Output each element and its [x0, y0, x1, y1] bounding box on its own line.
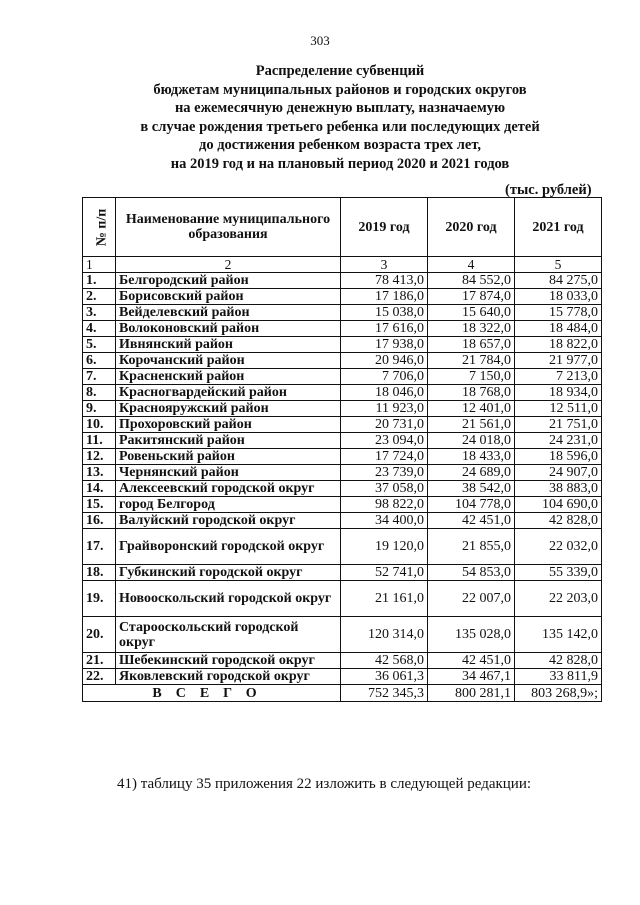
table-row [83, 289, 602, 305]
row-number: 5. [83, 337, 116, 353]
table-row [83, 581, 602, 617]
row-number: 21. [83, 653, 116, 669]
value-2021: 7 213,0 [515, 369, 602, 385]
value-2019: 17 938,0 [341, 337, 428, 353]
value-2020: 18 433,0 [428, 449, 515, 465]
row-number: 16. [83, 513, 116, 529]
value-2019: 34 400,0 [341, 513, 428, 529]
row-number: 7. [83, 369, 116, 385]
col-number: 4 [428, 257, 515, 273]
value-2020: 22 007,0 [428, 581, 515, 617]
value-2020: 17 874,0 [428, 289, 515, 305]
total-2021: 803 268,9»; [515, 685, 602, 702]
value-2020: 135 028,0 [428, 617, 515, 653]
title-line: Распределение субвенций [255, 63, 425, 79]
table-row [83, 669, 602, 685]
document-title [60, 62, 620, 174]
row-number: 17. [83, 529, 116, 565]
value-2020: 15 640,0 [428, 305, 515, 321]
value-2020: 104 778,0 [428, 497, 515, 513]
municipality-name: Новооскольский городской округ [116, 581, 341, 617]
value-2021: 22 203,0 [515, 581, 602, 617]
table-header-row [83, 198, 602, 257]
municipality-name: Яковлевский городской округ [116, 669, 341, 685]
value-2020: 38 542,0 [428, 481, 515, 497]
col-number: 1 [83, 257, 116, 273]
total-row [83, 685, 602, 702]
municipality-name: Белгородский район [116, 273, 341, 289]
municipality-name: Борисовский район [116, 289, 341, 305]
value-2020: 18 322,0 [428, 321, 515, 337]
row-number: 10. [83, 417, 116, 433]
row-number: 15. [83, 497, 116, 513]
value-2020: 24 689,0 [428, 465, 515, 481]
value-2019: 21 161,0 [341, 581, 428, 617]
column-number-row [83, 257, 602, 273]
value-2021: 18 596,0 [515, 449, 602, 465]
value-2019: 17 724,0 [341, 449, 428, 465]
value-2020: 21 855,0 [428, 529, 515, 565]
municipality-name: Шебекинский городской округ [116, 653, 341, 669]
value-2019: 11 923,0 [341, 401, 428, 417]
value-2021: 42 828,0 [515, 513, 602, 529]
value-2021: 18 484,0 [515, 321, 602, 337]
municipality-name: Ровеньский район [116, 449, 341, 465]
row-number: 4. [83, 321, 116, 337]
table-row [83, 653, 602, 669]
municipality-name: Чернянский район [116, 465, 341, 481]
subsidy-table [82, 197, 602, 702]
value-2021: 135 142,0 [515, 617, 602, 653]
col-number: 3 [341, 257, 428, 273]
value-2019: 17 616,0 [341, 321, 428, 337]
table-row [83, 401, 602, 417]
value-2021: 55 339,0 [515, 565, 602, 581]
value-2021: 33 811,9 [515, 669, 602, 685]
municipality-name: Корочанский район [116, 353, 341, 369]
value-2019: 98 822,0 [341, 497, 428, 513]
value-2019: 78 413,0 [341, 273, 428, 289]
header-num: № п/п [83, 198, 116, 257]
municipality-name: Алексеевский городской округ [116, 481, 341, 497]
col-number: 2 [116, 257, 341, 273]
title-line: в случае рождения третьего ребенка или последующих детей [140, 118, 540, 135]
table-row [83, 565, 602, 581]
row-number: 11. [83, 433, 116, 449]
municipality-name: Грайворонский городской округ [116, 529, 341, 565]
units-label: (тыс. рублей) [505, 182, 592, 198]
municipality-name: Волоконовский район [116, 321, 341, 337]
title-line: бюджетам муниципальных районов и городских округов [153, 81, 527, 98]
row-number: 18. [83, 565, 116, 581]
value-2020: 18 657,0 [428, 337, 515, 353]
table-row [83, 465, 602, 481]
header-2021: 2021 год [515, 198, 602, 257]
row-number: 22. [83, 669, 116, 685]
table-row [83, 417, 602, 433]
value-2019: 120 314,0 [341, 617, 428, 653]
row-number: 1. [83, 273, 116, 289]
value-2020: 42 451,0 [428, 653, 515, 669]
bottom-note: 41) таблицу 35 приложения 22 изложить в следующей редакции: [117, 776, 532, 792]
municipality-name: Красненский район [116, 369, 341, 385]
value-2019: 37 058,0 [341, 481, 428, 497]
table-row [83, 353, 602, 369]
value-2021: 38 883,0 [515, 481, 602, 497]
value-2019: 52 741,0 [341, 565, 428, 581]
total-2020: 800 281,1 [428, 685, 515, 702]
municipality-name: Губкинский городской округ [116, 565, 341, 581]
value-2019: 23 094,0 [341, 433, 428, 449]
value-2019: 7 706,0 [341, 369, 428, 385]
header-2019: 2019 год [341, 198, 428, 257]
value-2019: 20 731,0 [341, 417, 428, 433]
row-number: 8. [83, 385, 116, 401]
row-number: 2. [83, 289, 116, 305]
value-2021: 84 275,0 [515, 273, 602, 289]
row-number: 3. [83, 305, 116, 321]
municipality-name: Красногвардейский район [116, 385, 341, 401]
table-row [83, 273, 602, 289]
value-2020: 21 561,0 [428, 417, 515, 433]
table-row [83, 449, 602, 465]
row-number: 19. [83, 581, 116, 617]
value-2019: 15 038,0 [341, 305, 428, 321]
table-row [83, 305, 602, 321]
table-row [83, 433, 602, 449]
municipality-name: город Белгород [116, 497, 341, 513]
value-2019: 23 739,0 [341, 465, 428, 481]
value-2019: 18 046,0 [341, 385, 428, 401]
value-2021: 21 751,0 [515, 417, 602, 433]
value-2019: 20 946,0 [341, 353, 428, 369]
value-2021: 24 907,0 [515, 465, 602, 481]
municipality-name: Старооскольский городской округ [116, 617, 341, 653]
row-number: 20. [83, 617, 116, 653]
row-number: 14. [83, 481, 116, 497]
table-row [83, 385, 602, 401]
municipality-name: Ивнянский район [116, 337, 341, 353]
value-2021: 24 231,0 [515, 433, 602, 449]
value-2021: 18 822,0 [515, 337, 602, 353]
value-2020: 54 853,0 [428, 565, 515, 581]
value-2020: 24 018,0 [428, 433, 515, 449]
table-row [83, 497, 602, 513]
total-label: ВСЕГО [83, 685, 341, 702]
header-name: Наименование муниципального образования [116, 198, 341, 257]
page-number: 303 [310, 33, 330, 48]
table-row [83, 529, 602, 565]
municipality-name: Прохоровский район [116, 417, 341, 433]
title-line: на ежемесячную денежную выплату, назначаемую [174, 100, 506, 117]
table-row [83, 513, 602, 529]
municipality-name: Валуйский городской округ [116, 513, 341, 529]
value-2020: 12 401,0 [428, 401, 515, 417]
municipality-name: Ракитянский район [116, 433, 341, 449]
value-2020: 18 768,0 [428, 385, 515, 401]
header-2020: 2020 год [428, 198, 515, 257]
row-number: 12. [83, 449, 116, 465]
table-row [83, 337, 602, 353]
title-line: на 2019 год и на плановый период 2020 и 2021 годов [170, 155, 510, 172]
value-2020: 21 784,0 [428, 353, 515, 369]
value-2020: 34 467,1 [428, 669, 515, 685]
value-2019: 42 568,0 [341, 653, 428, 669]
value-2019: 36 061,3 [341, 669, 428, 685]
value-2019: 19 120,0 [341, 529, 428, 565]
value-2019: 17 186,0 [341, 289, 428, 305]
value-2020: 42 451,0 [428, 513, 515, 529]
table-row [83, 481, 602, 497]
value-2020: 7 150,0 [428, 369, 515, 385]
value-2021: 12 511,0 [515, 401, 602, 417]
value-2021: 18 033,0 [515, 289, 602, 305]
row-number: 6. [83, 353, 116, 369]
table-row [83, 321, 602, 337]
col-number: 5 [515, 257, 602, 273]
municipality-name: Краснояружский район [116, 401, 341, 417]
table-row [83, 369, 602, 385]
table-row [83, 617, 602, 653]
title-line: до достижения ребенком возраста трех лет, [199, 137, 481, 154]
value-2021: 18 934,0 [515, 385, 602, 401]
value-2021: 104 690,0 [515, 497, 602, 513]
row-number: 9. [83, 401, 116, 417]
value-2021: 15 778,0 [515, 305, 602, 321]
value-2021: 42 828,0 [515, 653, 602, 669]
total-2019: 752 345,3 [341, 685, 428, 702]
municipality-name: Вейделевский район [116, 305, 341, 321]
value-2020: 84 552,0 [428, 273, 515, 289]
row-number: 13. [83, 465, 116, 481]
value-2021: 22 032,0 [515, 529, 602, 565]
value-2021: 21 977,0 [515, 353, 602, 369]
